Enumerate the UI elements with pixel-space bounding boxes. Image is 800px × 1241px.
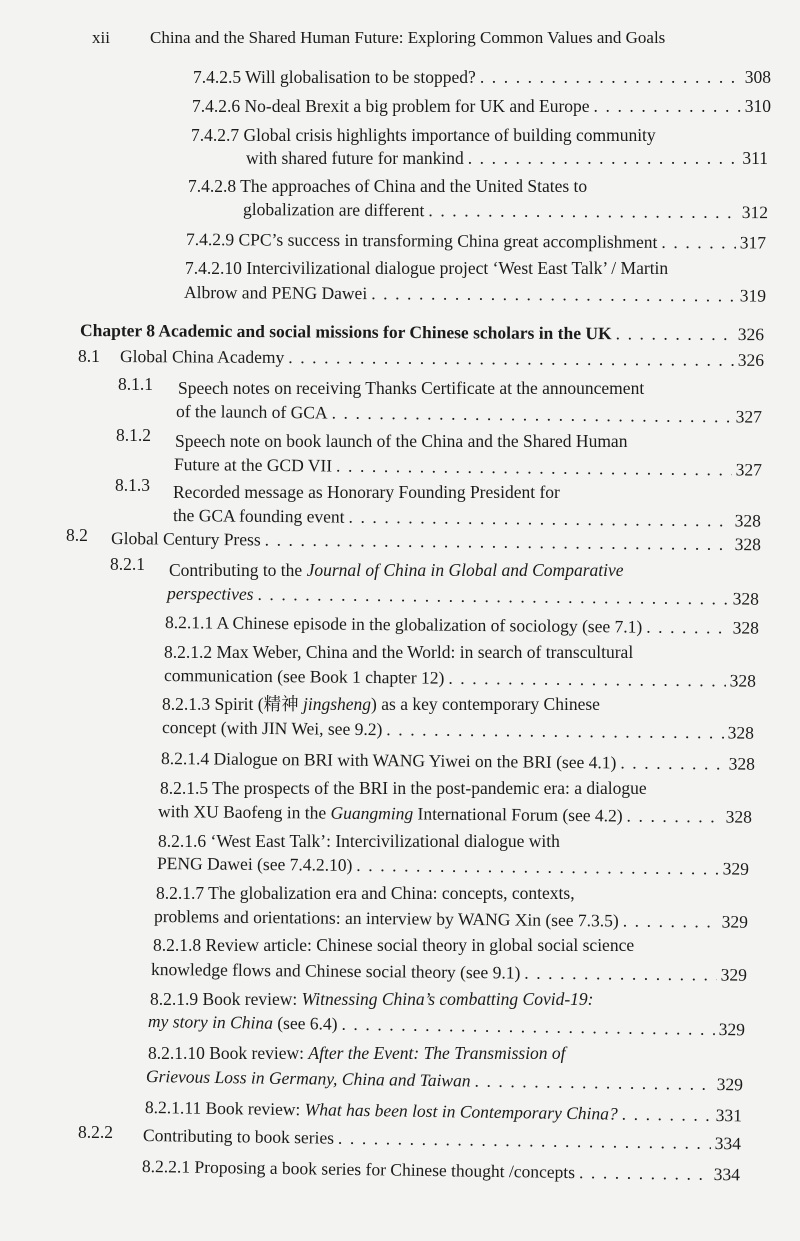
entry-title: globalization are different — [242, 199, 425, 221]
entry-page: 328 — [727, 722, 755, 743]
toc-section-8-2 — [111, 527, 761, 555]
entry-title: 8.2.1.1 A Chinese episode in the globalization of sociology (see 7.1) — [164, 612, 643, 637]
dot-leader — [356, 854, 719, 879]
dot-leader — [616, 322, 734, 345]
section-number: 8.2.2 — [78, 1122, 113, 1142]
dot-leader — [348, 506, 730, 532]
book-title: What has been lost in Contemporary China? — [304, 1099, 618, 1124]
entry-title: Global China Academy — [119, 346, 285, 368]
book-title-cont: Grievous Loss in Germany, China and Taiwan — [145, 1066, 471, 1091]
entry-page: 310 — [744, 96, 771, 116]
toc-entry-8-2-1-5 — [158, 800, 752, 828]
entry-title: the GCA founding event — [172, 505, 345, 527]
forum-name: Guangming — [330, 802, 414, 824]
book-title: Witnessing China’s combatting Covid-19: — [301, 989, 594, 1009]
dot-leader — [622, 1103, 712, 1126]
entry-page: 328 — [729, 670, 757, 691]
dot-leader — [336, 455, 732, 481]
toc-entry-8-2-1-7-line1: 8.2.1.7 The globalization era and China: concepts, contexts, — [156, 883, 575, 903]
entry-page: 319 — [739, 285, 767, 306]
entry-title-plain: 8.2.1.11 Book review: — [144, 1097, 305, 1120]
toc-entry-8-2-1-4 — [161, 747, 755, 775]
entry-page: 334 — [713, 1163, 741, 1185]
entry-title: 8.2.2.1 Proposing a book series for Chinese thought /concepts — [141, 1156, 576, 1183]
section-number: 8.1.3 — [115, 475, 150, 495]
entry-page: 329 — [720, 964, 748, 985]
toc-entry-7-4-2-7-line1: 7.4.2.7 Global crisis highlights importance of building community — [191, 125, 656, 145]
entry-page: 328 — [728, 753, 756, 774]
toc-entry-8-2-1-10 — [146, 1065, 743, 1095]
entry-title-plain: 8.2.1.10 Book review: — [148, 1043, 309, 1063]
toc-entry-8-2-1-1 — [165, 611, 759, 639]
dot-leader — [341, 1013, 714, 1040]
toc-entry-7-4-2-10 — [184, 281, 766, 307]
entry-title: problems and orientations: an interview by WANG Xin (see 7.3.5) — [153, 906, 619, 931]
toc-entry-8-2-1 — [167, 582, 759, 610]
toc-entry-8-1-3-line1: Recorded message as Honorary Founding President for — [173, 482, 560, 502]
dot-leader — [338, 1127, 711, 1154]
chapter-title: Chapter 8 Academic and social missions for Chinese scholars in the UK — [79, 320, 612, 344]
entry-page: 329 — [716, 1073, 744, 1095]
entry-page: 327 — [735, 459, 763, 480]
entry-title: Future at the GCD VII — [173, 454, 333, 476]
toc-entry-8-2-1-2 — [164, 664, 756, 692]
entry-title: Global Century Press — [110, 528, 261, 550]
entry-title: 8.2.1.4 Dialogue on BRI with WANG Yiwei on the BRI (see 4.1) — [160, 748, 617, 773]
dot-leader — [620, 751, 725, 774]
entry-title-plain: Contributing to the — [169, 560, 307, 580]
toc-entry-7-4-2-8 — [243, 198, 768, 223]
dot-leader — [627, 804, 722, 827]
entry-page: 328 — [732, 588, 760, 609]
toc-section-8-1 — [120, 345, 764, 371]
entry-title: Contributing to book series — [142, 1125, 335, 1148]
entry-page: 317 — [739, 232, 767, 253]
toc-entry-7-4-2-8-line1: 7.4.2.8 The approaches of China and the United States to — [188, 176, 588, 196]
entry-page: 328 — [725, 806, 753, 827]
entry-title — [145, 1096, 618, 1125]
section-number: 8.2 — [66, 525, 88, 545]
dot-leader — [623, 910, 718, 933]
book-title: After the Event: The Transmission of — [308, 1043, 566, 1063]
toc-entry-8-2-1-3-line1 — [162, 693, 600, 715]
entry-title: 7.4.2.9 CPC’s success in transforming China great accomplishment — [185, 229, 658, 252]
book-title-cont: my story in China — [147, 1011, 274, 1033]
dot-leader — [265, 528, 731, 554]
pinyin-term: jingsheng — [302, 694, 372, 714]
dot-leader — [646, 616, 729, 639]
dot-leader — [386, 718, 724, 743]
entry-title-plain: 8.2.1.3 Spirit (精神 — [162, 694, 303, 714]
entry-title-plain: 8.2.1.9 Book review: — [150, 989, 302, 1009]
entry-title-tail: International Forum (see 4.2) — [413, 803, 623, 826]
toc-entry-7-4-2-7 — [246, 147, 768, 169]
dot-leader — [288, 346, 734, 371]
running-header — [0, 28, 800, 52]
toc-entry-7-4-2-10-line1: 7.4.2.10 Intercivilizational dialogue project ‘West East Talk’ / Martin — [185, 258, 669, 278]
page-number: xii — [92, 28, 110, 47]
toc-entry-7-4-2-6 — [192, 95, 771, 117]
entry-title: PENG Dawei (see 7.4.2.10) — [156, 853, 353, 875]
toc-entry-8-2-1-9 — [148, 1010, 745, 1040]
toc-entry-8-2-1-8-line1: 8.2.1.8 Review article: Chinese social theory in global social science — [153, 935, 635, 955]
dot-leader — [579, 1161, 710, 1185]
toc-entry-8-1-2-line1: Speech note on book launch of the China and the Shared Human — [175, 431, 628, 451]
dot-leader — [594, 95, 741, 117]
section-number: 8.1.1 — [118, 374, 153, 394]
entry-page: 328 — [734, 510, 762, 531]
running-title: China and the Shared Human Future: Exploring Common Values and Goals — [150, 28, 666, 47]
entry-title — [148, 1010, 338, 1035]
entry-page: 326 — [737, 324, 765, 345]
entry-title: 7.4.2.6 No-deal Brexit a big problem for UK and Europe — [192, 96, 590, 116]
toc-chapter-8 — [80, 319, 764, 345]
toc-entry-8-2-1-5-line1: 8.2.1.5 The prospects of the BRI in the post-pandemic era: a dialogue — [160, 778, 647, 798]
entry-page: 308 — [744, 67, 771, 87]
toc-entry-8-2-1-6-line1: 8.2.1.6 ‘West East Talk’: Intercivilizational dialogue with — [158, 831, 560, 851]
entry-title-tail: ) as a key contemporary Chinese — [371, 694, 600, 714]
dot-leader — [428, 199, 737, 223]
entry-page: 329 — [722, 858, 750, 879]
entry-page: 326 — [737, 349, 765, 370]
entry-page: 328 — [732, 617, 760, 638]
toc-entry-8-2-2-1 — [142, 1155, 740, 1185]
entry-title: of the launch of GCA — [175, 401, 328, 423]
entry-page: 327 — [735, 406, 763, 427]
entry-title: communication (see Book 1 chapter 12) — [163, 665, 445, 688]
toc-entry-8-2-1-2-line1: 8.2.1.2 Max Weber, China and the World: in search of transcultural — [164, 642, 634, 662]
toc-entry-8-1-1-line1: Speech notes on receiving Thanks Certificate at the announcement — [178, 378, 645, 398]
dot-leader — [661, 231, 735, 253]
entry-title: 7.4.2.5 Will globalisation to be stopped? — [193, 67, 476, 87]
entry-title: knowledge flows and Chinese social theory (see 9.1) — [150, 959, 521, 983]
toc-entry-8-1-2 — [174, 453, 762, 481]
entry-title-plain: with XU Baofeng in the — [157, 801, 331, 823]
dot-leader — [524, 962, 717, 986]
toc-entry-8-2-2 — [143, 1124, 741, 1154]
toc-entry-7-4-2-5 — [193, 66, 771, 88]
entry-title: concept (with JIN Wei, see 9.2) — [161, 717, 383, 740]
section-number: 8.1 — [78, 346, 100, 366]
dot-leader — [257, 583, 728, 610]
dot-leader — [468, 147, 739, 169]
toc-entry-8-2-1-line1 — [169, 559, 624, 581]
entry-page: 328 — [734, 533, 762, 555]
entry-page: 329 — [721, 911, 749, 932]
entry-page: 331 — [715, 1104, 743, 1126]
section-number: 8.2.1 — [110, 554, 145, 574]
journal-title: Journal of China in Global and Comparative — [306, 560, 624, 580]
toc-entry-8-2-1-6 — [157, 852, 749, 880]
dot-leader — [332, 401, 732, 427]
entry-title: Albrow and PENG Dawei — [183, 282, 368, 304]
toc-entry-8-2-1-11 — [145, 1096, 742, 1126]
section-number: 8.1.2 — [116, 425, 151, 445]
entry-title: with shared future for mankind — [246, 148, 464, 168]
journal-title-cont: perspectives — [166, 583, 254, 604]
dot-leader — [371, 282, 736, 306]
dot-leader — [480, 66, 741, 88]
toc-entry-8-2-1-7 — [154, 905, 748, 933]
entry-title-tail: (see 6.4) — [272, 1012, 338, 1034]
entry-page: 311 — [742, 148, 768, 168]
toc-entry-8-2-1-3 — [162, 716, 754, 744]
entry-title — [158, 800, 623, 826]
toc-entry-8-1-1 — [176, 400, 762, 428]
dot-leader — [474, 1070, 712, 1095]
entry-page: 334 — [714, 1132, 742, 1154]
toc-entry-8-2-1-10-line1 — [148, 1042, 566, 1064]
toc-entry-8-2-1-8 — [151, 958, 747, 986]
toc-entry-8-2-1-9-line1 — [150, 988, 593, 1010]
entry-page: 312 — [741, 202, 769, 223]
dot-leader — [448, 667, 726, 692]
toc-entry-7-4-2-9 — [186, 228, 766, 254]
entry-page: 329 — [718, 1018, 746, 1040]
